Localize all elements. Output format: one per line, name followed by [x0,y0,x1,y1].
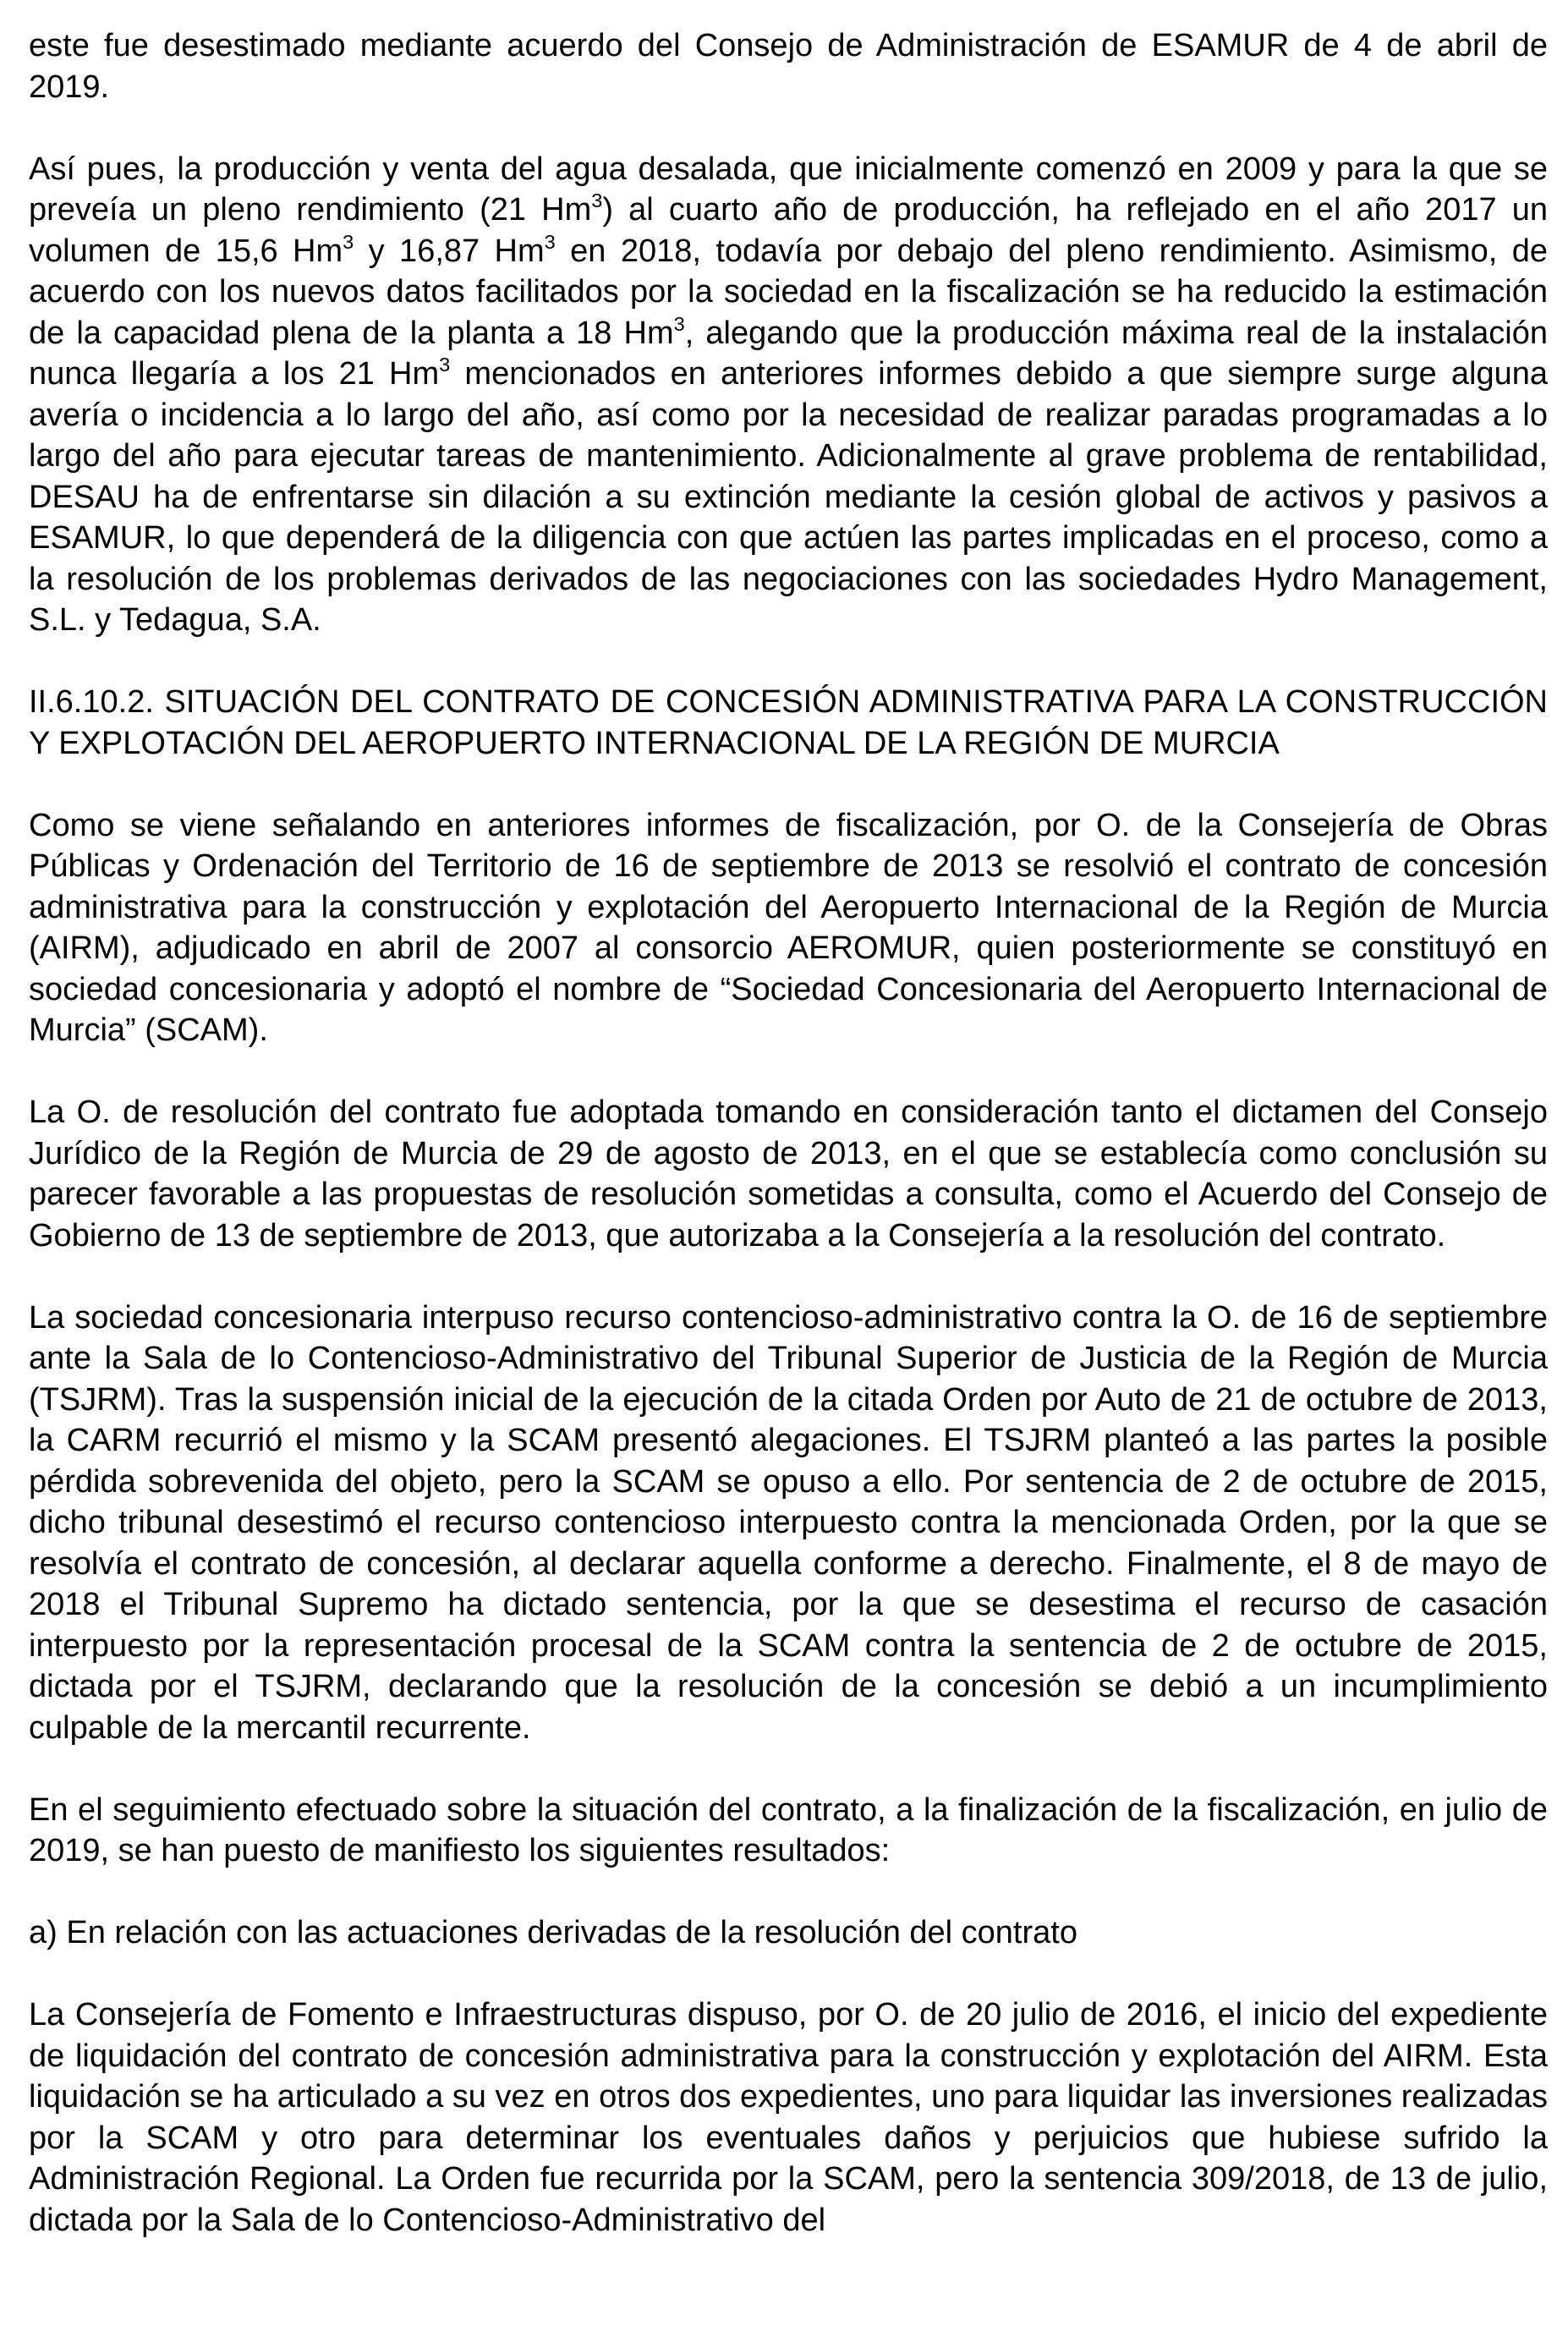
superscript: 3 [673,312,685,335]
subsection-heading [29,1912,1548,1954]
text-segment: ) al cuarto año de producción, ha reflejado en el año 2017 un volumen de 15,6 Hm [29,192,1548,269]
text-segment: , alegando que la producción máxima real de la instalación nunca llegaría a los 21 Hm [29,315,1548,392]
paragraph-follow-up [29,1790,1548,1872]
paragraph-liquidation [29,1994,1548,2241]
paragraph-contract-resolution [29,805,1548,1051]
text-segment: II.6.10.2. SITUACIÓN DEL CONTRATO DE CONCESIÓN ADMINISTRATIVA PARA LA CONSTRUCCIÓN Y EXPLOTACIÓN DEL AEROPUERTO INTERNACIONAL DE LA REGIÓN DE MURCIA [29,684,1548,761]
text-segment: y 16,87 Hm [354,233,545,269]
superscript: 3 [591,189,603,212]
paragraph-desalination-production [29,149,1548,641]
section-heading [29,682,1548,764]
text-segment: Así pues, la producción y venta del agua desalada, que inicialmente comenzó en 2009 y para la que se preveía un pleno rendimiento (21 Hm [29,151,1548,228]
text-segment: a) En relación con las actuaciones derivadas de la resolución del contrato [29,1915,1077,1950]
text-segment: La sociedad concesionaria interpuso recurso contencioso-administrativo contra la O. de 16 de septiembre ante la Sala de lo Contencioso-Administrativo del Tribunal Superior de Justicia de la Región de Murcia (TSJRM). Tras la suspensión inicial de la ejecución de la citada Orden por Auto de 21 de octubre de 2013, la CARM recurrió el mismo y la SCAM presentó alegaciones. El TSJRM planteó a las partes la posible pérdida sobrevenida del objeto, pero la SCAM se opuso a ello. Por sentencia de 2 de octubre de 2015, dicho tribunal desestimó el recurso contencioso interpuesto contra la mencionada Orden, por la que se resolvía el contrato de concesión, al declarar aquella conforme a derecho. Finalmente, el 8 de mayo de 2018 el Tribunal Supremo ha dictado sentencia, por la que se desestima el recurso de casación interpuesto por la representación procesal de la SCAM contra la sentencia de 2 de octubre de 2015, dictada por el TSJRM, declarando que la resolución de la concesión se debió a un incumplimiento culpable de la mercantil recurrente. [29,1299,1548,1746]
superscript: 3 [343,230,354,253]
paragraph-esamur-agreement [29,25,1548,107]
text-segment: Como se viene señalando en anteriores informes de fiscalización, por O. de la Consejería de Obras Públicas y Ordenación del Territorio de 16 de septiembre de 2013 se resolvió el contrato de concesión administrativa para la construcción y explotación del Aeropuerto Internacional de la Región de Murcia (AIRM), adjudicado en abril de 2007 al consorcio AEROMUR, quien posteriormente se constituyó en sociedad concesionaria y adoptó el nombre de “Sociedad Concesionaria del Aeropuerto Internacional de Murcia” (SCAM). [29,807,1548,1048]
text-segment: en 2018, todavía por debajo del pleno rendimiento. Asimismo, de acuerdo con los nuevos datos facilitados por la sociedad en la fiscalización se ha reducido la estimación de la capacidad plena de la planta a 18 Hm [29,233,1548,351]
paragraph-resolution-order [29,1092,1548,1256]
text-segment: En el seguimiento efectuado sobre la situación del contrato, a la finalización de la fiscalización, en julio de 2019, se han puesto de manifiesto los siguientes resultados: [29,1791,1548,1868]
text-segment: La Consejería de Fomento e Infraestructuras dispuso, por O. de 20 julio de 2016, el inicio del expediente de liquidación del contrato de concesión administrativa para la construcción y explotación del AIRM. Esta liquidación se ha articulado a su vez en otros dos expedientes, uno para liquidar las inversiones realizadas por la SCAM y otro para determinar los eventuales daños y perjuicios que hubiese sufrido la Administración Regional. La Orden fue recurrida por la SCAM, pero la sentencia 309/2018, de 13 de julio, dictada por la Sala de lo Contencioso-Administrativo del [29,1997,1548,2238]
text-segment: mencionados en anteriores informes debido a que siempre surge alguna avería o incidencia a lo largo del año, así como por la necesidad de realizar paradas programadas a lo largo del año para ejecutar tareas de mantenimiento. Adicionalmente al grave problema de rentabilidad, DESAU ha de enfrentarse sin dilación a su extinción mediante la cesión global de activos y pasivos a ESAMUR, lo que dependerá de la diligencia con que actúen las partes implicadas en el proceso, como a la resolución de los problemas derivados de las negociaciones con las sociedades Hydro Management, S.L. y Tedagua, S.A. [29,356,1548,638]
superscript: 3 [439,354,451,376]
paragraph-appeal [29,1297,1548,1749]
text-segment: La O. de resolución del contrato fue adoptada tomando en consideración tanto el dictamen del Consejo Jurídico de la Región de Murcia de 29 de agosto de 2013, en el que se establecía como conclusión su parecer favorable a las propuestas de resolución sometidas a consulta, como el Acuerdo del Consejo de Gobierno de 13 de septiembre de 2013, que autorizaba a la Consejería a la resolución del contrato. [29,1094,1548,1254]
text-segment: este fue desestimado mediante acuerdo del Consejo de Administración de ESAMUR de 4 de abril de 2019. [29,28,1548,105]
superscript: 3 [544,230,556,253]
